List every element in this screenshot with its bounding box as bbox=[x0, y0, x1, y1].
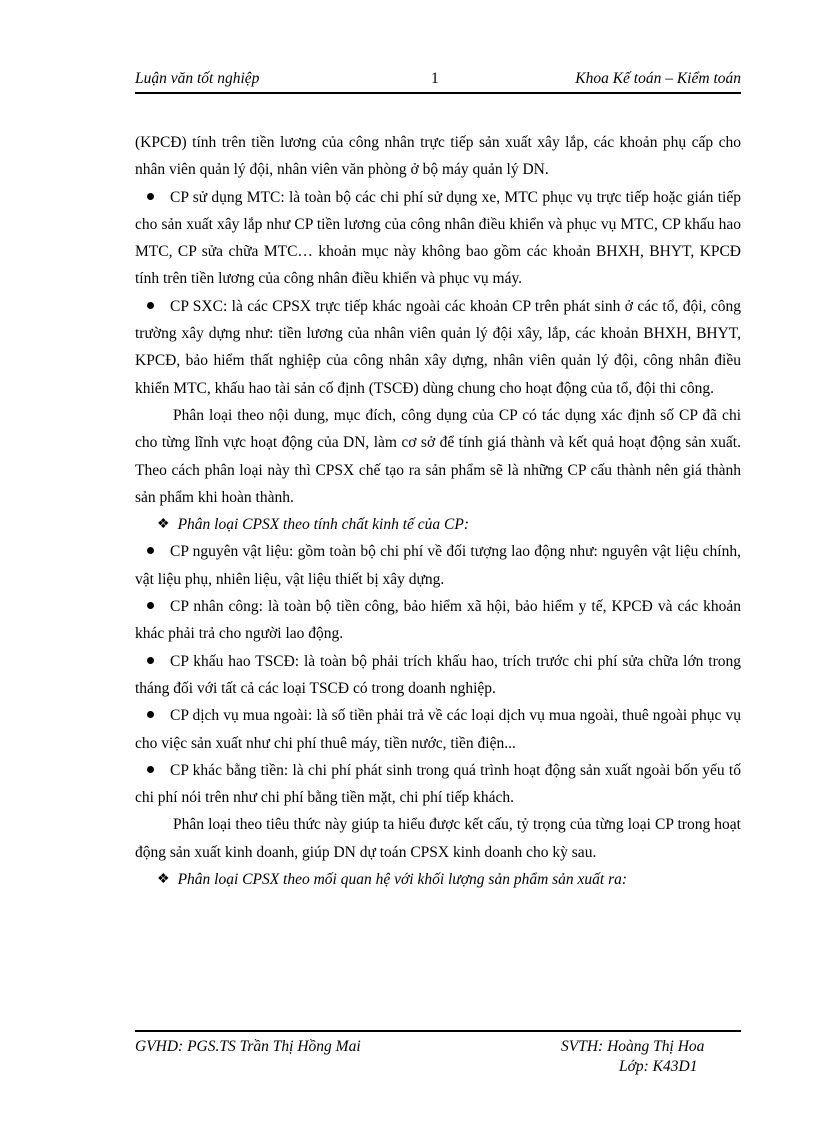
header-thesis-label: Luận văn tốt nghiệp bbox=[135, 70, 260, 87]
bullet-text: CP dịch vụ mua ngoài: là số tiền phải trả về các loại dịch vụ mua ngoài, thuê ngoài phục vụ cho việc sản xuất như chi phí thuê máy, tiền nước, tiền điện... bbox=[135, 707, 741, 752]
footer-class: Lớp: K43D1 bbox=[619, 1058, 698, 1075]
bullet-text: CP SXC: là các CPSX trực tiếp khác ngoài các khoản CP trên phát sinh ở các tổ, đội, công trường xây dựng như: tiền lương của nhân viên quản lý đội xây, lắp, các khoản BHXH, BHYT, KPCĐ, bảo hiểm thất nghiệp của công nhân xây dựng, nhân viên quản lý đội, công nhân điều khiển MTC, khấu hao tài sản cố định (TSCĐ) dùng chung cho hoạt động của tổ, đội thi công. bbox=[135, 297, 741, 397]
bullet-item-labor bbox=[135, 593, 741, 648]
bullet-dot-icon bbox=[147, 766, 154, 773]
bullet-item-mtc bbox=[135, 184, 741, 293]
diamond-bullet-icon: ❖ bbox=[157, 517, 170, 533]
document-body bbox=[135, 129, 741, 893]
bullet-item-sxc bbox=[135, 293, 741, 402]
bullet-dot-icon bbox=[147, 602, 154, 609]
bullet-item-depreciation bbox=[135, 648, 741, 703]
bullet-text: CP khấu hao TSCĐ: là toàn bộ phải trích khấu hao, trích trước chi phí sửa chữa lớn trong tháng đối với tất cả các loại TSCĐ có trong doanh nghiệp. bbox=[135, 652, 741, 697]
page-header bbox=[135, 68, 741, 94]
bullet-text: CP nhân công: là toàn bộ tiền công, bảo hiểm xã hội, bảo hiểm y tế, KPCĐ và các khoản khác phải trả cho người lao động. bbox=[135, 598, 741, 643]
paragraph-2: Phân loại theo nội dung, mục đích, công dụng của CP có tác dụng xác định số CP đã chi cho từng lĩnh vực hoạt động của DN, làm cơ sở để tính giá thành và kết quả hoạt động sản xuất. Theo cách phân loại này thì CPSX chế tạo ra sản phẩm sẽ là những CP cấu thành nên giá thành sản phẩm khi hoàn thành. bbox=[135, 406, 741, 506]
diamond-bullet-icon: ❖ bbox=[157, 872, 170, 888]
footer-student: SVTH: Hoàng Thị Hoa bbox=[561, 1038, 705, 1055]
page-footer bbox=[135, 1030, 741, 1075]
header-department: Khoa Kế toán – Kiểm toán bbox=[575, 70, 741, 87]
paragraph-3: Phân loại theo tiêu thức này giúp ta hiểu được kết cấu, tỷ trọng của từng loại CP trong hoạt động sản xuất kinh doanh, giúp DN dự toán CPSX kinh doanh cho kỳ sau. bbox=[135, 816, 741, 861]
bullet-dot-icon bbox=[147, 657, 154, 664]
bullet-item-materials bbox=[135, 538, 741, 593]
bullet-dot-icon bbox=[147, 193, 154, 200]
bullet-text: CP khác bằng tiền: là chi phí phát sinh trong quá trình hoạt động sản xuất ngoài bốn yếu tố chi phí nói trên như chi phí bằng tiền mặt, chi phí tiếp khách. bbox=[135, 761, 741, 807]
bullet-text: CP sử dụng MTC: là toàn bộ các chi phí sử dụng xe, MTC phục vụ trực tiếp hoặc gián tiếp cho sản xuất xây lắp như CP tiền lương của công nhân điều khiển và phục vụ MTC, CP khấu hao MTC, CP sửa chữa MTC… khoản mục này không bao gồm các khoản BHXH, BHYT, KPCĐ tính trên tiền lương của công nhân điều khiển và phục vụ máy. bbox=[135, 188, 741, 288]
bullet-dot-icon bbox=[147, 302, 154, 309]
section-heading-1 bbox=[135, 511, 741, 538]
bullet-item-other-cash bbox=[135, 757, 741, 812]
footer-advisor: GVHD: PGS.TS Trần Thị Hồng Mai bbox=[135, 1038, 361, 1055]
bullet-item-services bbox=[135, 702, 741, 757]
section-heading-2 bbox=[135, 866, 741, 893]
bullet-dot-icon bbox=[147, 711, 154, 718]
bullet-dot-icon bbox=[147, 547, 154, 554]
bullet-text: CP nguyên vật liệu: gồm toàn bộ chi phí về đối tượng lao động như: nguyên vật liệu chính, vật liệu phụ, nhiên liệu, vật liệu thiết bị xây dựng. bbox=[135, 543, 741, 588]
heading-text: Phân loại CPSX theo tính chất kinh tế của CP: bbox=[177, 516, 469, 534]
heading-text: Phân loại CPSX theo mối quan hệ với khối lượng sản phẩm sản xuất ra: bbox=[177, 871, 628, 889]
paragraph-1: (KPCĐ) tính trên tiền lương của công nhân trực tiếp sản xuất xây lắp, các khoản phụ cấp cho nhân viên quản lý đội, nhân viên văn phòng ở bộ máy quản lý DN. bbox=[135, 134, 741, 179]
page-number: 1 bbox=[431, 70, 439, 87]
